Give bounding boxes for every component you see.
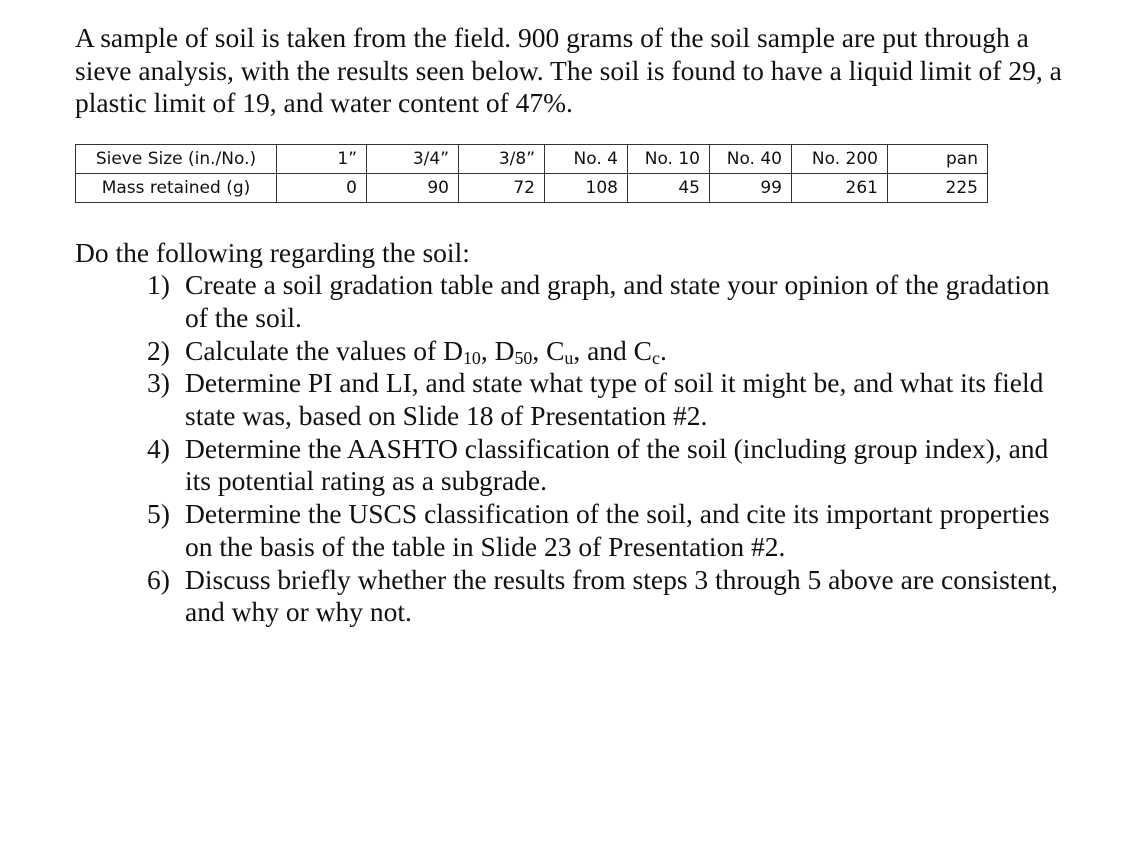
task-item [75, 433, 1075, 498]
row-header-sieve-size: Sieve Size (in./No.) [76, 144, 277, 173]
cc-subscript: c [652, 347, 660, 368]
sieve-size-cell: No. 200 [792, 144, 888, 173]
sieve-size-cell: 1” [277, 144, 367, 173]
mass-retained-cell: 0 [277, 173, 367, 202]
instructions-lead: Do the following regarding the soil: [75, 236, 470, 268]
d10-subscript: 10 [462, 347, 481, 368]
sieve-size-cell: pan [888, 144, 988, 173]
sieve-size-cell: 3/8” [459, 144, 545, 173]
sieve-size-cell: 3/4” [367, 144, 459, 173]
mass-retained-cell: 261 [792, 173, 888, 202]
mass-retained-cell: 45 [628, 173, 710, 202]
d50-subscript: 50 [514, 347, 533, 368]
task-item [75, 269, 1075, 334]
table-row-mass-retained [76, 173, 988, 202]
task-item [75, 335, 1075, 368]
task-item [75, 367, 1075, 432]
mass-retained-cell: 90 [367, 173, 459, 202]
task-text-prefix: Calculate the values of D [185, 334, 463, 366]
task-text: Determine the USCS classification of the soil, and cite its important properties on the basis of the table in Slide 23 of Presentation #2. [185, 498, 1050, 562]
table-row-sieve-size [76, 144, 988, 173]
mass-retained-cell: 99 [710, 173, 792, 202]
problem-intro: A sample of soil is taken from the field. 900 grams of the soil sample are put through a sieve analysis, with the results seen below. The soil is found to have a liquid limit of 29, a plastic limit of 19, and water content of 47%. [75, 22, 1062, 118]
task-number: 2) [147, 334, 170, 366]
mass-retained-cell: 108 [545, 173, 628, 202]
problem-document [75, 22, 1075, 629]
sieve-size-cell: No. 10 [628, 144, 710, 173]
task-item [75, 498, 1075, 563]
task-list [75, 269, 1075, 629]
task-number: 6) [147, 563, 170, 595]
task-text: Create a soil gradation table and graph, and state your opinion of the gradation of the soil. [185, 269, 1050, 333]
task-text-separator: , and C [573, 334, 653, 366]
task-text: Determine PI and LI, and state what type of soil it might be, and what its field state was, based on Slide 18 of Presentation #2. [185, 367, 1044, 432]
task-number: 3) [147, 367, 170, 399]
task-item [75, 564, 1075, 629]
task-number: 4) [147, 432, 170, 464]
task-text: Determine the AASHTO classification of the soil (including group index), and its potential rating as a subgrade. [185, 432, 1049, 497]
sieve-analysis-table [75, 144, 988, 203]
mass-retained-cell: 225 [888, 173, 988, 202]
sieve-size-cell: No. 40 [710, 144, 792, 173]
task-text-separator: , C [532, 334, 565, 366]
sieve-size-cell: No. 4 [545, 144, 628, 173]
task-number: 5) [147, 498, 170, 530]
mass-retained-cell: 72 [459, 173, 545, 202]
cu-subscript: u [564, 347, 574, 368]
task-text [185, 335, 667, 366]
row-header-mass-retained: Mass retained (g) [76, 173, 277, 202]
instructions [75, 237, 1075, 629]
task-text: Discuss briefly whether the results from steps 3 through 5 above are consistent, and why or why not. [185, 563, 1058, 628]
task-text-suffix: . [659, 334, 667, 366]
task-text-separator: , D [480, 334, 515, 366]
task-number: 1) [147, 269, 170, 301]
